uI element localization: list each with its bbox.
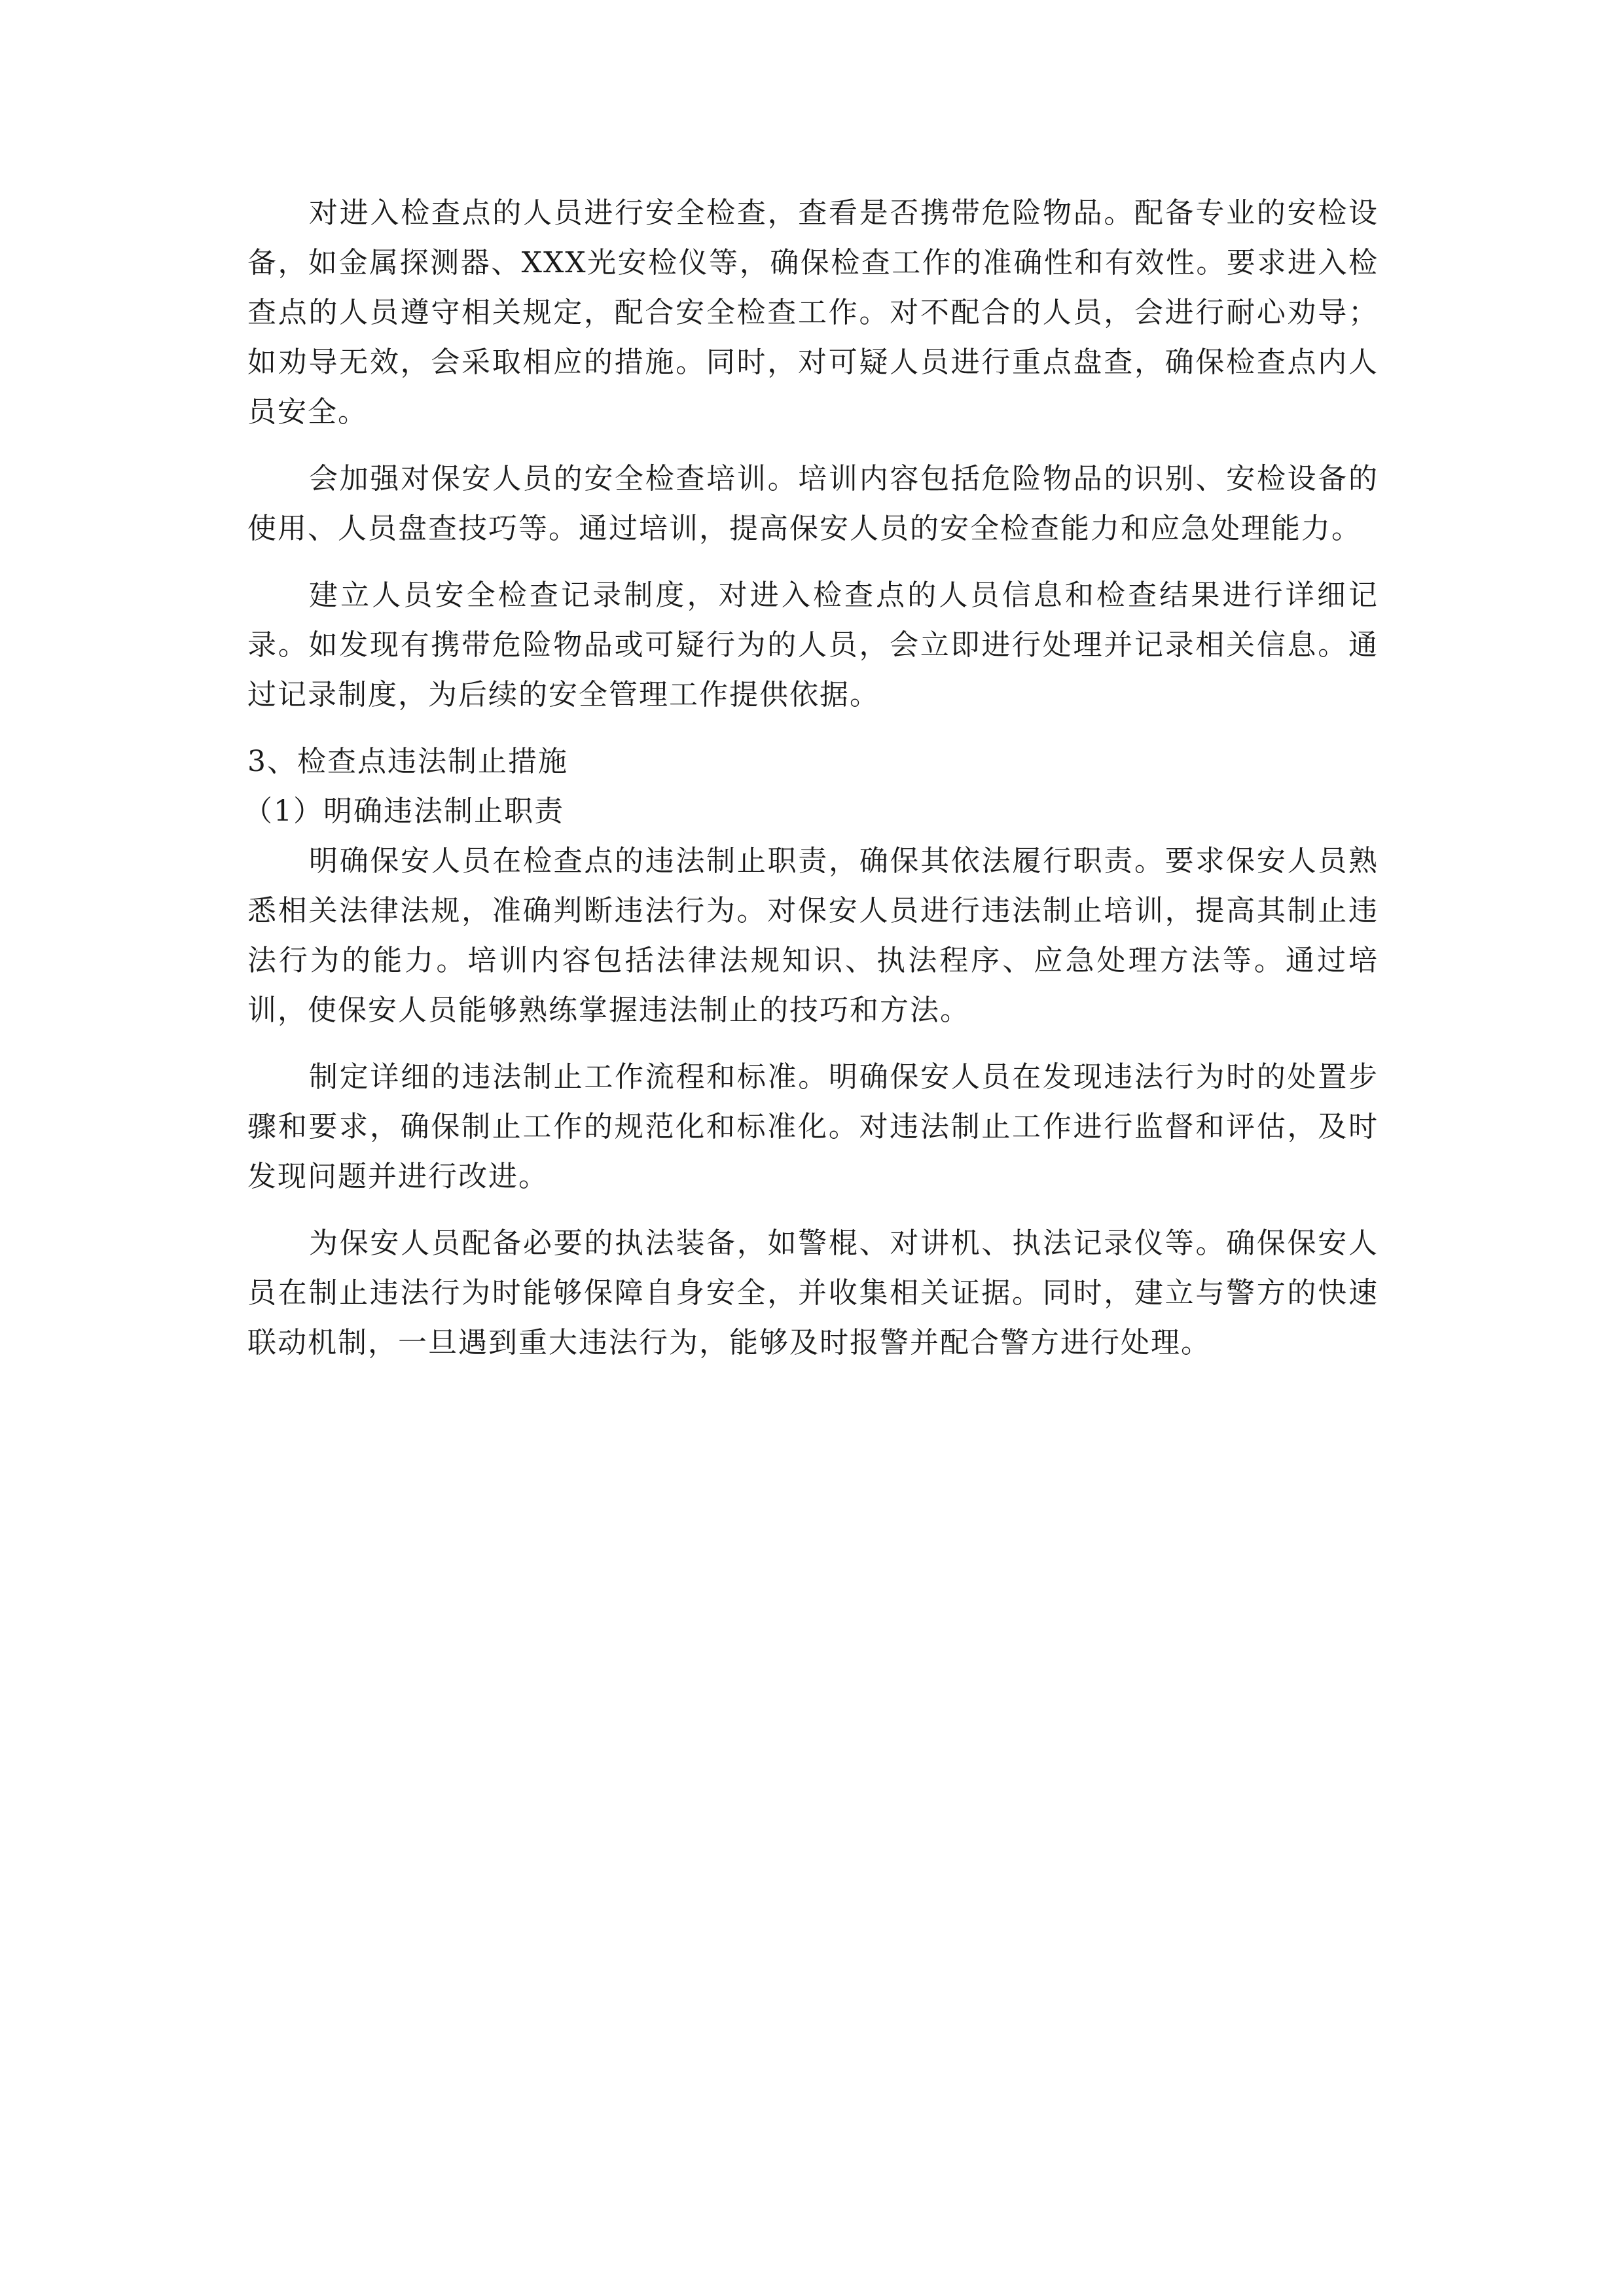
paragraph-record-system: 建立人员安全检查记录制度，对进入检查点的人员信息和检查结果进行详细记录。如发现有携带危险物品或可疑行为的人员，会立即进行处理并记录相关信息。通过记录制度，为后续的安全管理工作提供依据。 <box>247 579 1379 711</box>
document-page <box>244 188 1379 1385</box>
paragraph-equipment: 为保安人员配备必要的执法装备，如警棍、对讲机、执法记录仪等。确保保安人员在制止违法行为时能够保障自身安全，并收集相关证据。同时，建立与警方的快速联动机制，一旦遇到重大违法行为，能够及时报警并配合警方进行处理。 <box>247 1227 1379 1359</box>
section-heading: 3、检查点违法制止措施 <box>247 745 568 778</box>
paragraph-training: 会加强对保安人员的安全检查培训。培训内容包括危险物品的识别、安检设备的使用、人员盘查技巧等。通过培训，提高保安人员的安全检查能力和应急处理能力。 <box>247 462 1379 545</box>
subsection-heading: （1）明确违法制止职责 <box>244 795 564 828</box>
paragraph-security-check: 对进入检查点的人员进行安全检查，查看是否携带危险物品。配备专业的安检设备，如金属探测器、XXX光安检仪等，确保检查工作的准确性和有效性。要求进入检查点的人员遵守相关规定，配合安全检查工作。对不配合的人员，会进行耐心劝导；如劝导无效，会采取相应的措施。同时，对可疑人员进行重点盘查，确保检查点内人员安全。 <box>247 196 1379 429</box>
paragraph-duties: 明确保安人员在检查点的违法制止职责，确保其依法履行职责。要求保安人员熟悉相关法律法规，准确判断违法行为。对保安人员进行违法制止培训，提高其制止违法行为的能力。培训内容包括法律法规知识、执法程序、应急处理方法等。通过培训，使保安人员能够熟练掌握违法制止的技巧和方法。 <box>247 844 1379 1027</box>
paragraph-workflow: 制定详细的违法制止工作流程和标准。明确保安人员在发现违法行为时的处置步骤和要求，确保制止工作的规范化和标准化。对违法制止工作进行监督和评估，及时发现问题并进行改进。 <box>247 1060 1379 1193</box>
